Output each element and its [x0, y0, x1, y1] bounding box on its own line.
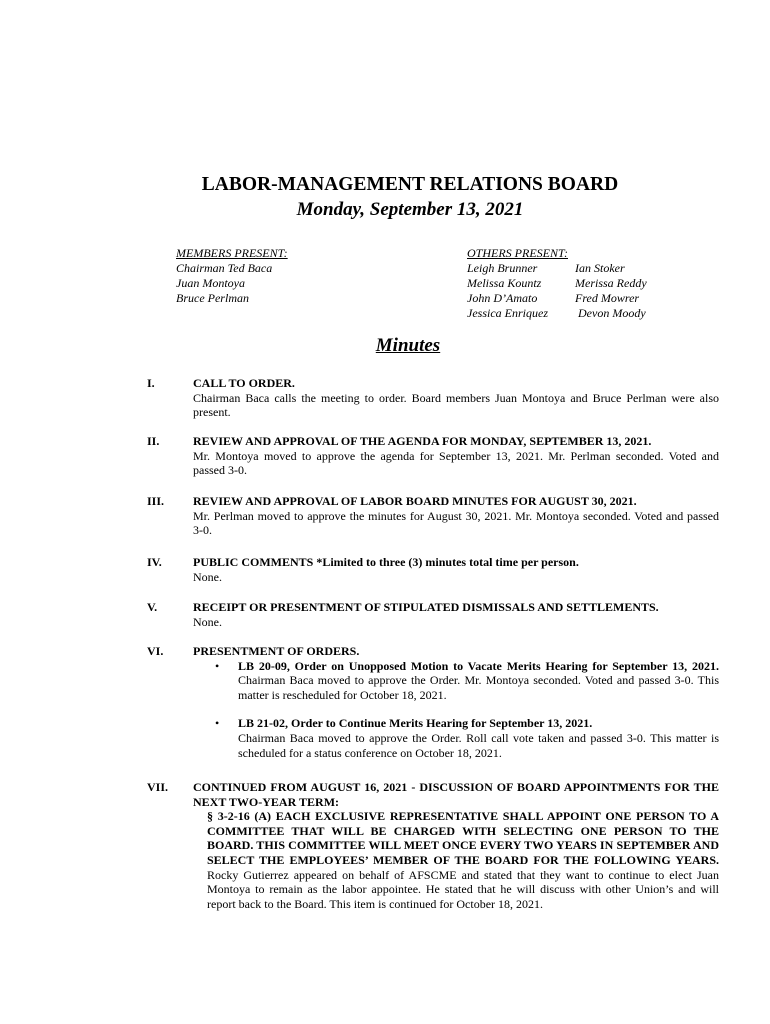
other-name: Ian Stoker — [575, 261, 625, 275]
item-heading: CONTINUED FROM AUGUST 16, 2021 - DISCUSSION OF BOARD APPOINTMENTS FOR THE NEXT TWO-YEAR TERM: — [193, 780, 719, 809]
minutes-heading: Minutes — [375, 335, 441, 356]
item-heading: REVIEW AND APPROVAL OF LABOR BOARD MINUTES FOR AUGUST 30, 2021. — [193, 494, 637, 508]
agenda-item-2 — [147, 434, 719, 478]
agenda-item-1 — [147, 376, 719, 420]
order-text: Chairman Baca moved to approve the Order. Roll call vote taken and passed 3-0. This matter is scheduled for a status conference on October 18, 2021. — [238, 730, 719, 760]
agenda-item-3 — [147, 494, 719, 538]
item-body: None. — [193, 569, 222, 584]
member-name: Bruce Perlman — [176, 291, 249, 305]
item-body: None. — [193, 614, 222, 629]
members-present — [176, 246, 288, 306]
others-present — [467, 246, 647, 321]
other-name: Melissa Kountz — [467, 276, 542, 290]
item-number: III. — [147, 494, 165, 508]
document-title: LABOR-MANAGEMENT RELATIONS BOARD — [201, 174, 619, 195]
discussion-text: Rocky Gutierrez appeared on behalf of AFSCME and stated that they want to continue to elect Juan Montoya to remain as the labor appointee. He stated that he will discuss with other Union’s and will report back to the Board. This item is continued for October 18, 2021. — [207, 867, 719, 911]
item-heading: REVIEW AND APPROVAL OF THE AGENDA FOR MONDAY, SEPTEMBER 13, 2021. — [193, 434, 652, 448]
order-text: Chairman Baca moved to approve the Order. Mr. Montoya seconded. Voted and passed 3-0. This matter is rescheduled for October 18, 2021. — [238, 673, 719, 702]
agenda-item-7 — [147, 780, 719, 911]
item-number: IV. — [147, 555, 162, 569]
other-name: Devon Moody — [578, 306, 646, 320]
other-name: John D’Amato — [467, 291, 538, 305]
order-title: LB 20-09, Order on Unopposed Motion to Vacate Merits Hearing for September 13, 2021. — [238, 658, 719, 673]
item-body: Mr. Perlman moved to approve the minutes for August 30, 2021. Mr. Montoya seconded. Voted and passed 3-0. — [193, 508, 719, 538]
ordinance-text: § 3-2-16 (A) EACH EXCLUSIVE REPRESENTATIVE SHALL APPOINT ONE PERSON TO A COMMITTEE THAT WILL BE CHARGED WITH SELECTING ONE PERSON TO THE BOARD. THIS COMMITTEE WILL MEET ONCE EVERY TWO YEARS IN SEPTEMBER AND SELECT THE EMPLOYEES’ MEMBER OF THE BOARD FOR THE FOLLOWING YEARS. — [207, 809, 719, 867]
item-heading: PRESENTMENT OF ORDERS. — [193, 644, 360, 658]
item-number: I. — [147, 376, 155, 390]
others-heading: OTHERS PRESENT: — [467, 246, 568, 260]
other-name: Merissa Reddy — [575, 276, 647, 290]
agenda-item-5 — [147, 600, 719, 629]
other-name: Leigh Brunner — [467, 261, 538, 275]
item-number: II. — [147, 434, 160, 448]
order-bullet — [193, 659, 719, 703]
item-heading: CALL TO ORDER. — [193, 376, 295, 390]
item-body: Mr. Montoya moved to approve the agenda for September 13, 2021. Mr. Perlman seconded. Voted and passed 3-0. — [193, 448, 719, 478]
item-number: V. — [147, 600, 158, 614]
item-heading: PUBLIC COMMENTS *Limited to three (3) minutes total time per person. — [193, 555, 579, 569]
item-number: VII. — [147, 780, 169, 794]
item-number: VI. — [147, 644, 164, 658]
other-name: Jessica Enriquez — [467, 306, 548, 320]
item-heading: RECEIPT OR PRESENTMENT OF STIPULATED DISMISSALS AND SETTLEMENTS. — [193, 600, 659, 614]
meeting-date: Monday, September 13, 2021 — [296, 199, 524, 220]
item-body: Chairman Baca calls the meeting to order. Board members Juan Montoya and Bruce Perlman were also present. — [193, 390, 719, 420]
agenda-item-6 — [147, 644, 719, 760]
item-body — [207, 809, 719, 911]
other-name: Fred Mowrer — [575, 291, 640, 305]
agenda-item-4 — [147, 555, 719, 584]
order-bullet — [193, 716, 719, 760]
bullet-icon: • — [215, 658, 220, 673]
member-name: Juan Montoya — [176, 276, 245, 290]
members-heading: MEMBERS PRESENT: — [176, 246, 288, 260]
bullet-icon: • — [215, 716, 220, 731]
order-title: LB 21-02, Order to Continue Merits Hearing for September 13, 2021. — [238, 716, 593, 731]
member-name: Chairman Ted Baca — [176, 261, 273, 275]
